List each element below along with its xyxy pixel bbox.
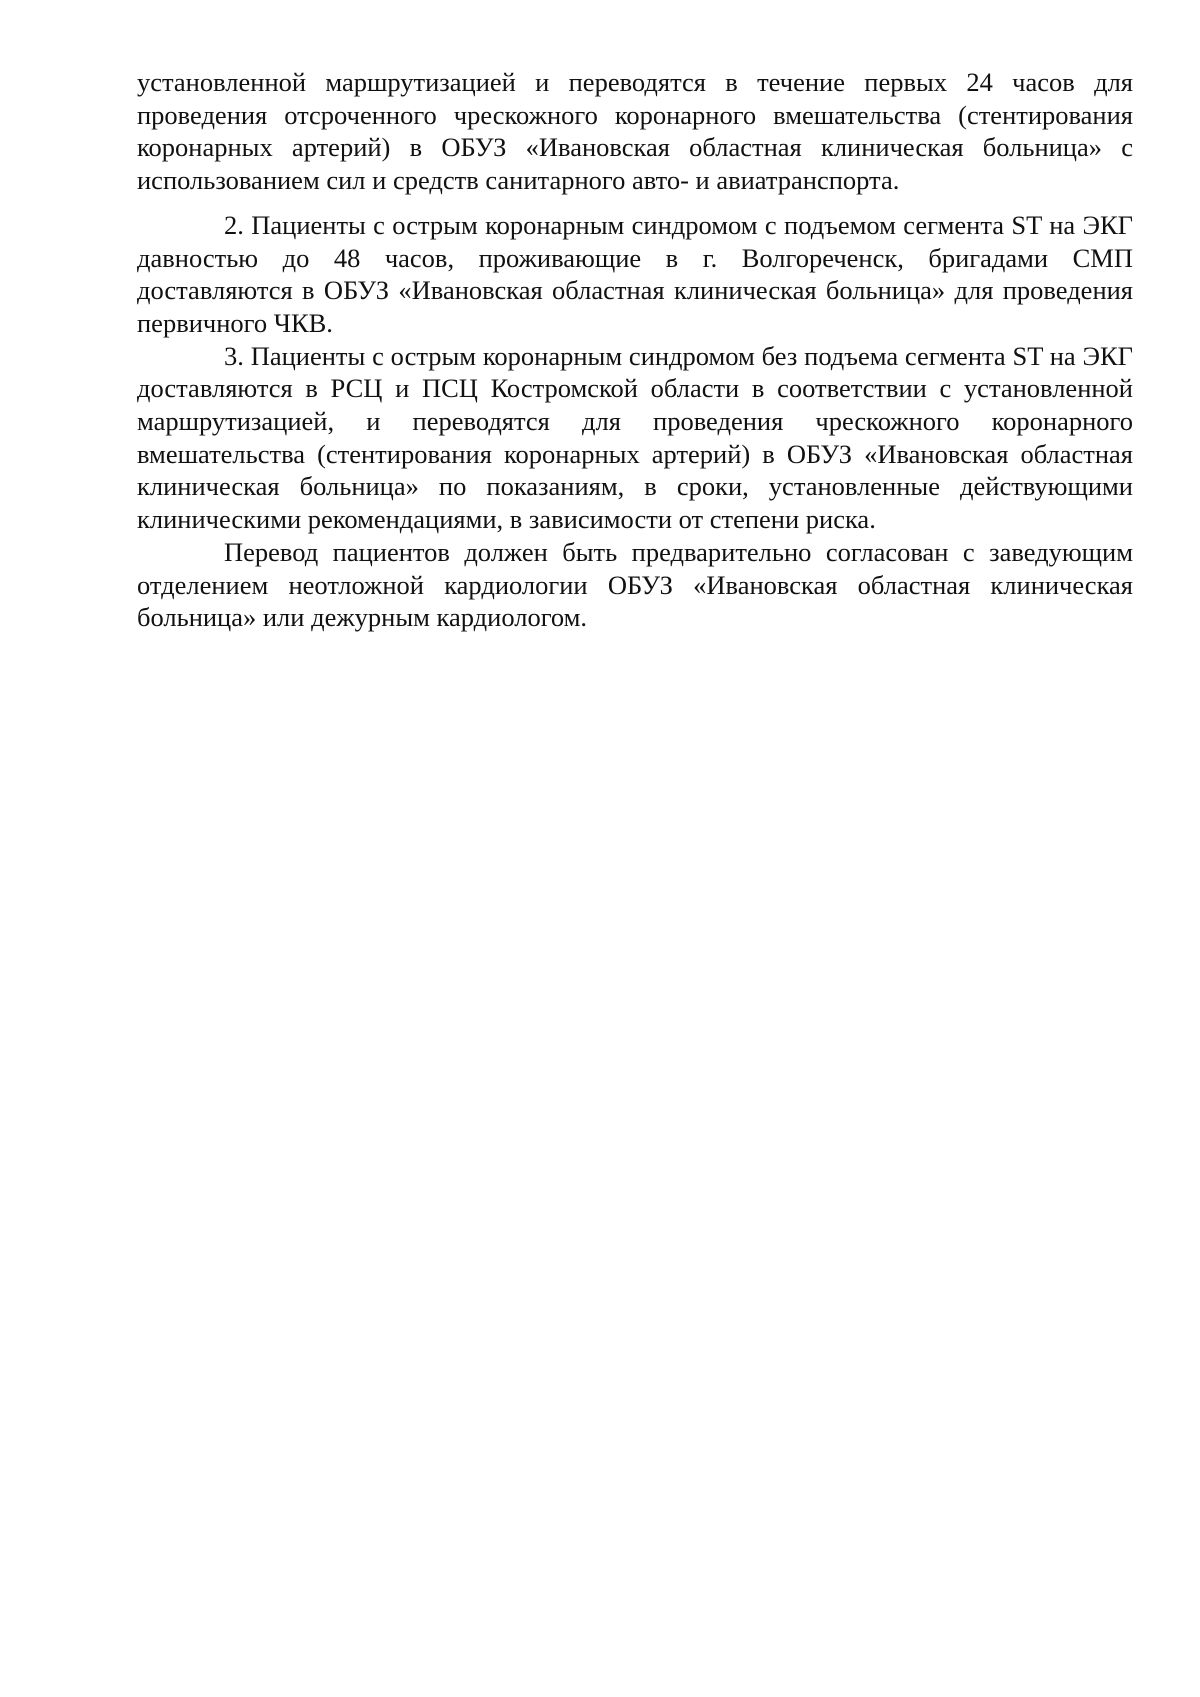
paragraph-continuation: установленной маршрутизацией и переводятся в течение первых 24 часов для проведения отсроченного чрескожного коронарного вмешательства (стентирования коронарных артерий) в ОБУЗ «Ивановская областная клиническая больница» с использованием сил и средств санитарного авто- и авиатранспорта. <box>137 67 1133 196</box>
paragraph-transfer-note: Перевод пациентов должен быть предварительно согласован с заведующим отделением неотложной кардиологии ОБУЗ «Ивановская областная клиническая больница» или дежурным кардиологом. <box>137 536 1133 633</box>
paragraph-item-2: 2. Пациенты с острым коронарным синдромом с подъемом сегмента ST на ЭКГ давностью до 48 часов, проживающие в г. Волгореченск, бригадами СМП доставляются в ОБУЗ «Ивановская областная клиническая больница» для проведения первичного ЧКВ. <box>137 209 1133 338</box>
paragraph-item-3: 3. Пациенты с острым коронарным синдромом без подъема сегмента ST на ЭКГ доставляются в РСЦ и ПСЦ Костромской области в соответствии с установленной маршрутизацией, и переводятся для проведения чрескожного коронарного вмешательства (стентирования коронарных артерий) в ОБУЗ «Ивановская областная клиническая больница» по показаниям, в сроки, установленные действующими клиническими рекомендациями, в зависимости от степени риска. <box>137 340 1133 535</box>
document-body <box>137 66 1133 634</box>
